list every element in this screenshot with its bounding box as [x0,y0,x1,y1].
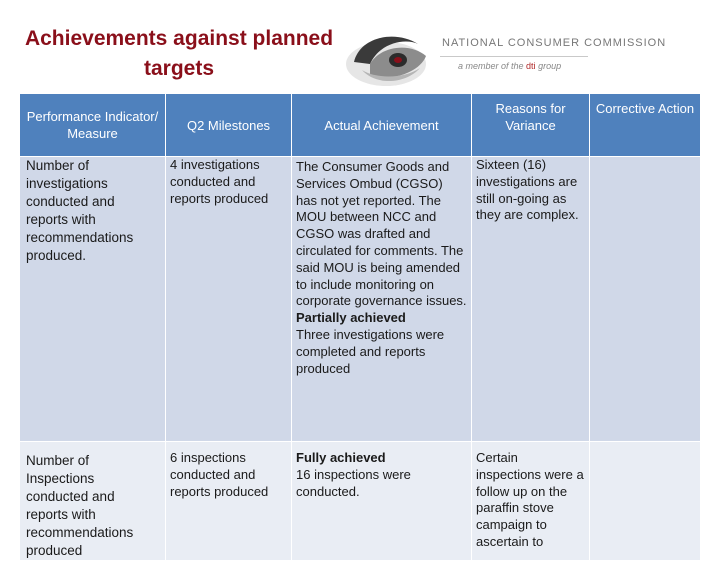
header-indicator: Performance Indicator/ Measure [20,94,166,157]
row2-achievement-status: Fully achieved [296,450,386,465]
row1-corrective [590,157,701,442]
row2-indicator: Number of Inspections conducted and reports with recommendations produced [20,442,166,561]
row2-achievement [292,442,472,561]
row1-achievement [292,157,472,442]
header-reasons: Reasons for Variance [472,94,590,157]
row1-achievement-intro: The Consumer Goods and Services Ombud (CGSO) has not yet reported. The MOU between NCC and CGSO was drafted and circulated for comments. The said MOU is being amended to include monitoring on corporate governance issues. [296,159,467,309]
achievements-table [19,93,701,561]
row1-milestones: 4 investigations conducted and reports produced [166,157,292,442]
row2-achievement-detail: 16 inspections were conducted. [296,466,411,499]
logo-tagline-prefix: a member of the [458,61,524,71]
row1-achievement-status: Partially achieved [296,310,406,326]
title-line-2: targets [143,57,215,80]
header-corrective: Corrective Action [590,94,701,157]
row2-corrective [590,442,701,561]
logo-tagline-suffix: group [538,61,562,71]
logo-tagline-brand: dti [526,61,536,71]
table-row [20,157,701,442]
row1-reasons: Sixteen (16) investigations are still on-going as they are complex. [472,157,590,442]
title-line-1: Achievements against planned [24,27,334,50]
logo-name: NATIONAL CONSUMER COMMISSION [442,37,667,49]
row1-indicator: Number of investigations conducted and reports with recommendations produced. [20,157,166,442]
page-title [0,24,358,84]
row2-milestones: 6 inspections conducted and reports produced [166,442,292,561]
header-milestones: Q2 Milestones [166,94,292,157]
row1-achievement-detail: Three investigations were completed and reports produced [296,326,445,376]
ncc-logo-icon [340,22,440,92]
row2-reasons: Certain inspections were a follow up on the paraffin stove campaign to ascertain to [472,442,590,561]
logo-tagline [458,61,561,71]
logo-divider [440,56,588,57]
table-header-row [20,94,701,157]
table-row [20,442,701,561]
header-achievement: Actual Achievement [292,94,472,157]
